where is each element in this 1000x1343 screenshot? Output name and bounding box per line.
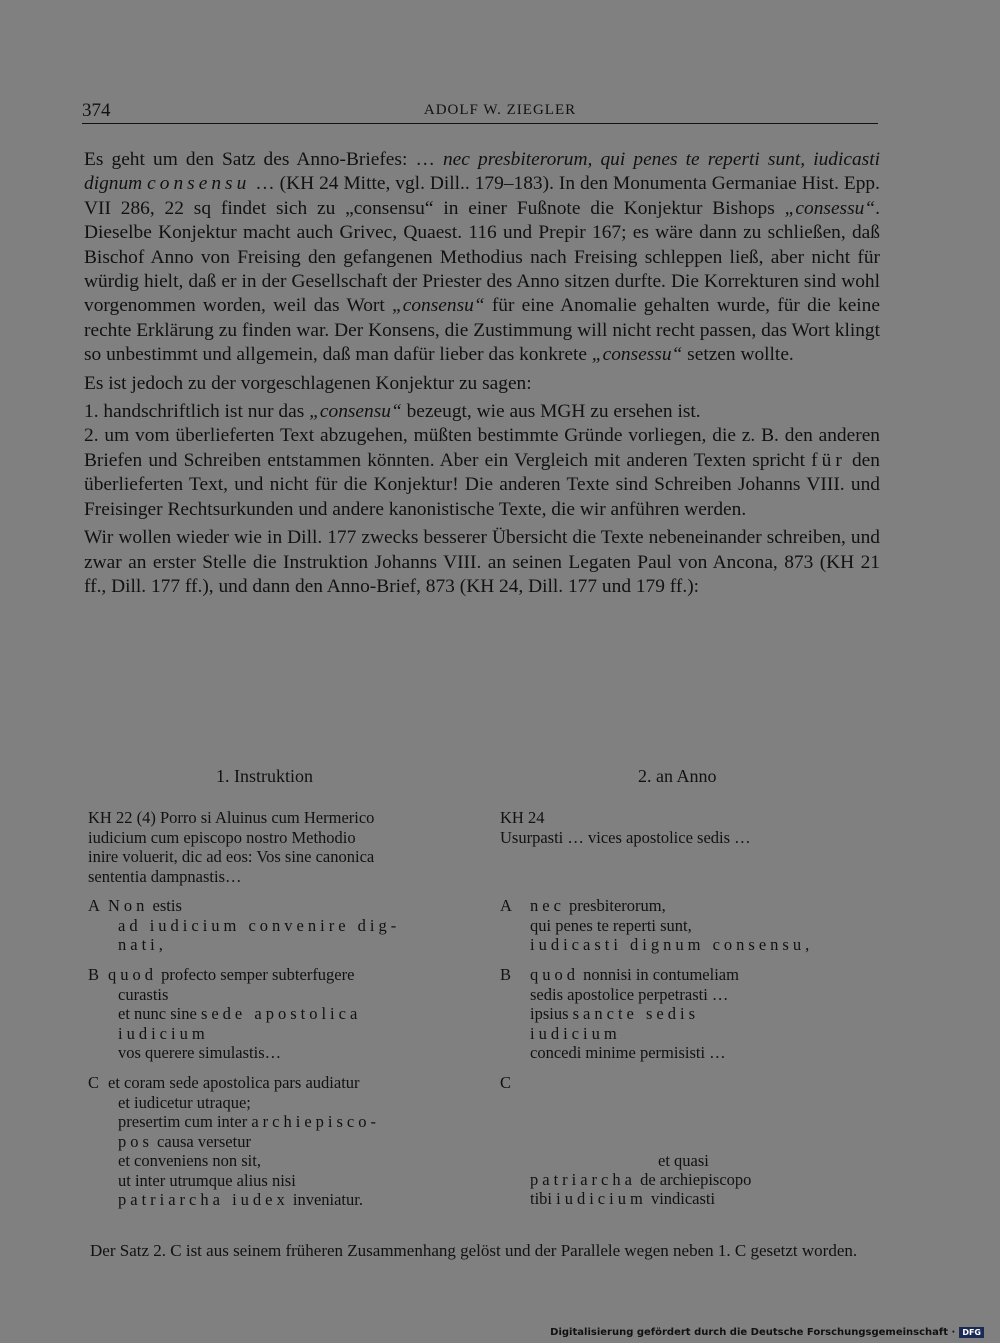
spaced-span: patriarcha iudex [118,1190,289,1209]
block-letter: B [500,965,512,984]
left-column-heading: 1. Instruktion [216,766,313,786]
credit-text: Digitalisierung gefördert durch die Deutsche Forschungsgemeinschaft · [550,1327,956,1338]
text-span: presbiterorum, [564,896,666,915]
line: inire voluerit, dic ad eos: Vos sine canonica [88,847,375,866]
text-span: Es geht um den Satz des Anno-Briefes: … [84,149,443,170]
block-letter: A [88,896,100,915]
line: curastis [118,984,169,1004]
line: et quasi [658,1151,709,1170]
line: Usurpasti … vices apostolice sedis … [500,827,751,847]
block-letter: C [500,1073,512,1092]
text-span: tibi [530,1189,557,1208]
left-block-b [88,965,478,1063]
text-span: 2. um vom überlieferten Text abzugehen, müßten bestimmte Gründe vorliegen, die z. B. den anderen Briefen und Schreiben entstammen könnten. Aber ein Vergleich mit anderen Texten spricht [84,425,880,471]
text-span: nonnisi in contumeliam [579,965,739,984]
right-block-a [500,896,880,955]
line: KH 24 [500,808,545,827]
header-rule [82,123,878,124]
text-span: profecto semper subterfugere [157,965,355,984]
line: iudicium cum episcopo nostro Methodio [88,827,356,847]
block-letter: C [88,1073,100,1092]
paragraph: Wir wollen wieder wie in Dill. 177 zwecks besserer Übersicht die Texte nebeneinander schreiben, und zwar an erster Stelle die Instruktion Johanns VIII. an seinen Legaten Paul von Ancona, 873 (KH 21 ff., Dill. 177 ff.), und dann den Anno-Brief, 873 (KH 24, Dill. 177 und 179 ff.): [84,527,880,597]
text-span: ipsius [530,1004,573,1023]
spaced-span: für [811,449,846,471]
spaced-span: nec [530,896,565,915]
text-span: setzen wollte. [682,344,794,366]
line: et coram sede apostolica pars audiatur [108,1073,360,1092]
line: sententia dampnastis… [88,866,242,886]
line: ut inter utrumque alius nisi [118,1170,296,1190]
paragraph: Es ist jedoch zu der vorgeschlagenen Konjektur zu sagen: [84,372,532,394]
page-number: 374 [82,100,111,121]
text-span: … (KH 24 Mitte, vgl. Dill.. 179–183). In den Monumenta Germaniae Hist. Epp. VII 286, 22 sq findet sich zu „consensu“ in einer Fußnote die Konjektur Bishops [84,173,880,219]
line: sedis apostolice perpetrasti … [530,984,729,1004]
text-span: presertim cum inter [118,1112,252,1131]
text-span: für eine Anomalie gehalten wurde, für die keine rechte Erklärung zu finden war. Der Konsens, die Zustimmung will nicht recht passen, das Wort klingt so unbestimmt und allgemein, daß man dafür lieber das konkrete [84,295,880,366]
spaced-span: quod [530,965,579,984]
line: nati, [118,935,167,954]
line: iudicasti dignum consensu, [530,935,814,954]
line: iudicium [530,1023,621,1043]
line: concedi minime permisisti … [530,1043,726,1062]
text-span: 1. handschriftlich ist nur das [84,401,310,423]
spaced-span: pos [118,1131,153,1151]
text-span: causa versetur [152,1131,251,1151]
right-block-c [500,1073,880,1213]
text-span: den überlieferten Text, und nicht für die Konjektur! Die anderen Texte sind Schreiben Johanns VIII. und Freisinger Rechtsurkunden und andere kanonistische Texte, die wir anführen werden. [84,449,880,520]
paragraph [84,148,880,368]
spaced-span: iudicium [556,1189,647,1208]
block-letter: A [500,896,512,915]
spaced-span: sede apostolica [200,1004,362,1023]
line: KH 22 (4) Porro si Aluinus cum Hermerico [88,808,375,827]
spaced-span: sancte sedis [572,1004,699,1023]
right-block-b [500,965,880,1063]
left-block-c [88,1073,478,1210]
line: et iudicetur utraque; [118,1092,251,1112]
text-span: inveniatur. [288,1190,363,1209]
spaced-span: archiepisco- [251,1112,380,1131]
dfg-logo-icon: DFG [959,1327,984,1338]
spaced-span: Non [108,896,149,915]
digitization-credit [550,1327,984,1338]
spaced-italic-span: consensu [147,173,251,195]
paragraph [84,400,880,424]
body-text [84,148,880,603]
closing-note: Der Satz 2. C ist aus seinem früheren Zusammenhang gelöst und der Parallele wegen neben 1. C gesetzt worden. [90,1241,858,1260]
text-span: et nunc sine [118,1004,201,1023]
line: ad iudicium convenire dig- [118,915,401,935]
text-span: . Dieselbe Konjektur macht auch Grivec, Quaest. 116 und Prepir 167; es wäre dann zu schließen, daß Bischof Anno von Freising den gefangenen Methodius nach Freising schleppen ließ, aber nicht für würdig hielt, daß er in der Gesellschaft der Priester des Anno sitzen durfte. Die Korrekturen sind wohl vorgenommen worden, weil das Wort [84,197,880,317]
spaced-span: quod [108,965,157,984]
italic-span: „consensu“ [309,401,402,423]
text-span: vindicasti [646,1189,716,1208]
italic-span: „consensu“ [391,295,485,317]
italic-span: „consessu“ [784,197,876,219]
right-intro [500,808,880,847]
italic-span: nec presbiterorum, qui penes te reperti sunt, iudicasti dignum [84,149,880,195]
paragraph [84,424,880,522]
text-span: estis [148,896,182,915]
right-column-heading: 2. an Anno [638,766,717,786]
running-head: ADOLF W. ZIEGLER [423,102,577,118]
line: iudicium [118,1023,209,1043]
line: qui penes te reperti sunt, [530,915,692,935]
text-span: bezeugt, wie aus MGH zu ersehen ist. [401,401,701,423]
left-intro [88,808,478,886]
spaced-span: patriarcha [530,1170,636,1189]
italic-span: „consessu“ [591,344,683,366]
line: et conveniens non sit, [118,1151,261,1170]
text-span: de archiepiscopo [635,1170,752,1189]
block-letter: B [88,965,100,984]
left-block-a [88,896,478,955]
line: vos querere simulastis… [118,1043,282,1062]
